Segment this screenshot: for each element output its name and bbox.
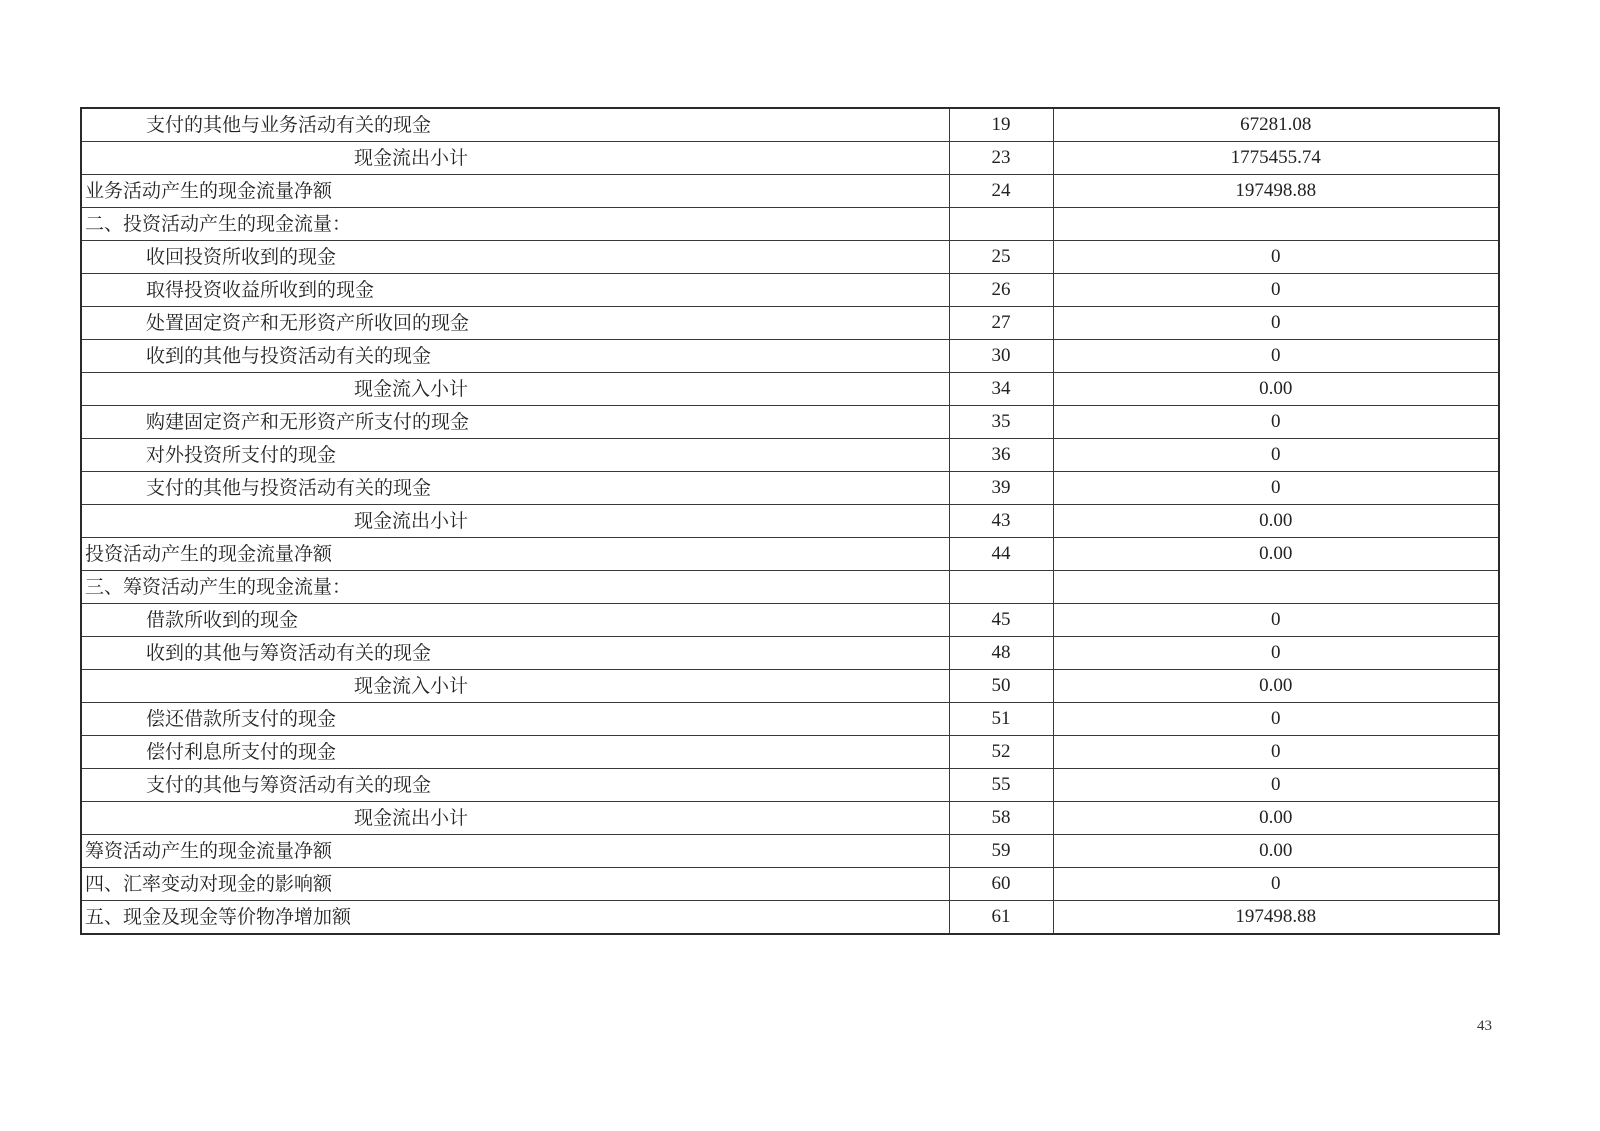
row-line-number: 34: [949, 373, 1053, 406]
row-amount: 0: [1053, 439, 1499, 472]
table-row: [81, 175, 1499, 208]
row-item-label: 处置固定资产和无形资产所收回的现金: [81, 307, 949, 340]
row-line-number: 51: [949, 703, 1053, 736]
row-item-label: 四、汇率变动对现金的影响额: [81, 868, 949, 901]
row-amount: 0.00: [1053, 373, 1499, 406]
row-item-label: 现金流出小计: [81, 142, 949, 175]
row-item-label: 收回投资所收到的现金: [81, 241, 949, 274]
row-line-number: 27: [949, 307, 1053, 340]
row-amount: 0: [1053, 472, 1499, 505]
row-amount: 0: [1053, 307, 1499, 340]
table-row: [81, 802, 1499, 835]
row-line-number: 59: [949, 835, 1053, 868]
row-item-label: 现金流入小计: [81, 670, 949, 703]
row-line-number: 48: [949, 637, 1053, 670]
table-row: [81, 307, 1499, 340]
row-line-number: 30: [949, 340, 1053, 373]
row-item-label: 购建固定资产和无形资产所支付的现金: [81, 406, 949, 439]
row-amount: 0: [1053, 274, 1499, 307]
table-row: [81, 538, 1499, 571]
row-amount: 0.00: [1053, 505, 1499, 538]
row-amount: [1053, 208, 1499, 241]
table-row: [81, 769, 1499, 802]
row-amount: 0: [1053, 868, 1499, 901]
row-line-number: 45: [949, 604, 1053, 637]
row-item-label: 筹资活动产生的现金流量净额: [81, 835, 949, 868]
row-item-label: 收到的其他与筹资活动有关的现金: [81, 637, 949, 670]
row-amount: 0: [1053, 769, 1499, 802]
row-amount: [1053, 571, 1499, 604]
row-item-label: 五、现金及现金等价物净增加额: [81, 901, 949, 935]
row-item-label: 三、筹资活动产生的现金流量：: [81, 571, 949, 604]
row-line-number: 23: [949, 142, 1053, 175]
cash-flow-table: [80, 107, 1500, 935]
table-row: [81, 835, 1499, 868]
row-item-label: 取得投资收益所收到的现金: [81, 274, 949, 307]
row-line-number: 35: [949, 406, 1053, 439]
row-item-label: 偿还借款所支付的现金: [81, 703, 949, 736]
table-row: [81, 108, 1499, 142]
row-line-number: [949, 571, 1053, 604]
row-amount: 0: [1053, 340, 1499, 373]
row-line-number: 55: [949, 769, 1053, 802]
row-item-label: 现金流出小计: [81, 802, 949, 835]
row-line-number: 52: [949, 736, 1053, 769]
row-line-number: 39: [949, 472, 1053, 505]
row-item-label: 支付的其他与投资活动有关的现金: [81, 472, 949, 505]
row-amount: 0.00: [1053, 835, 1499, 868]
row-line-number: 43: [949, 505, 1053, 538]
row-item-label: 收到的其他与投资活动有关的现金: [81, 340, 949, 373]
table-row: [81, 340, 1499, 373]
table-row: [81, 703, 1499, 736]
row-line-number: 44: [949, 538, 1053, 571]
row-amount: 0: [1053, 406, 1499, 439]
row-item-label: 业务活动产生的现金流量净额: [81, 175, 949, 208]
row-line-number: 24: [949, 175, 1053, 208]
table-row: [81, 736, 1499, 769]
table-row: [81, 472, 1499, 505]
row-line-number: 25: [949, 241, 1053, 274]
row-line-number: 61: [949, 901, 1053, 935]
row-line-number: 26: [949, 274, 1053, 307]
row-line-number: 50: [949, 670, 1053, 703]
row-amount: 1775455.74: [1053, 142, 1499, 175]
row-item-label: 支付的其他与业务活动有关的现金: [81, 108, 949, 142]
row-amount: 0: [1053, 703, 1499, 736]
table-row: [81, 142, 1499, 175]
row-item-label: 借款所收到的现金: [81, 604, 949, 637]
table-row: [81, 604, 1499, 637]
table-row: [81, 868, 1499, 901]
row-line-number: 58: [949, 802, 1053, 835]
table-row: [81, 373, 1499, 406]
row-item-label: 支付的其他与筹资活动有关的现金: [81, 769, 949, 802]
table-row: [81, 901, 1499, 935]
table-row: [81, 505, 1499, 538]
row-item-label: 偿付利息所支付的现金: [81, 736, 949, 769]
row-item-label: 现金流出小计: [81, 505, 949, 538]
row-amount: 0: [1053, 604, 1499, 637]
table-row: [81, 274, 1499, 307]
page-number: 43: [1477, 1018, 1492, 1034]
table-row: [81, 208, 1499, 241]
row-amount: 0.00: [1053, 802, 1499, 835]
row-line-number: 60: [949, 868, 1053, 901]
row-line-number: 36: [949, 439, 1053, 472]
row-item-label: 投资活动产生的现金流量净额: [81, 538, 949, 571]
cash-flow-table-body: [81, 108, 1499, 934]
row-item-label: 现金流入小计: [81, 373, 949, 406]
table-row: [81, 439, 1499, 472]
row-item-label: 对外投资所支付的现金: [81, 439, 949, 472]
table-row: [81, 571, 1499, 604]
table-row: [81, 637, 1499, 670]
row-amount: 0.00: [1053, 670, 1499, 703]
row-amount: 197498.88: [1053, 901, 1499, 935]
row-amount: 0.00: [1053, 538, 1499, 571]
row-line-number: [949, 208, 1053, 241]
row-amount: 67281.08: [1053, 108, 1499, 142]
row-amount: 197498.88: [1053, 175, 1499, 208]
row-amount: 0: [1053, 736, 1499, 769]
row-line-number: 19: [949, 108, 1053, 142]
table-row: [81, 241, 1499, 274]
row-amount: 0: [1053, 241, 1499, 274]
row-item-label: 二、投资活动产生的现金流量：: [81, 208, 949, 241]
table-row: [81, 406, 1499, 439]
table-row: [81, 670, 1499, 703]
row-amount: 0: [1053, 637, 1499, 670]
